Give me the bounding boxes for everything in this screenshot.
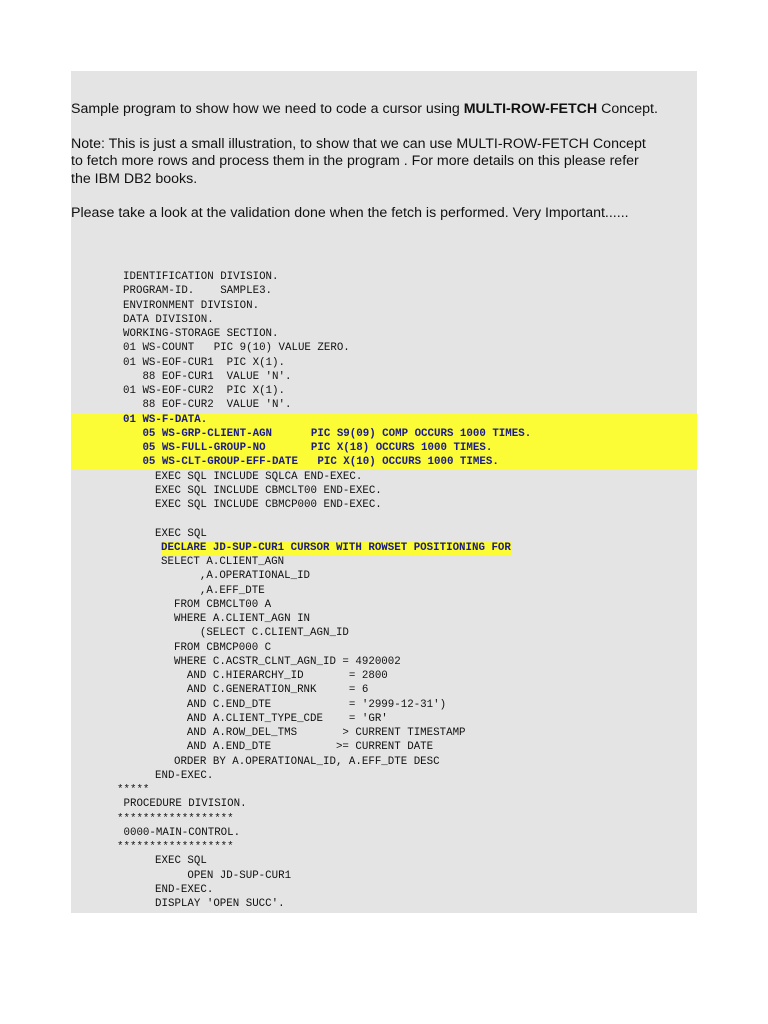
code-line-text: FROM CBMCLT00 A: [161, 598, 272, 611]
code-line: [71, 398, 697, 412]
intro-line: [71, 101, 697, 119]
code-line-highlighted: [71, 441, 697, 455]
code-line-text: ******************: [117, 812, 234, 825]
code-line-text: DECLARE JD-SUP-CUR1 CURSOR WITH ROWSET POSITIONING FOR: [161, 541, 511, 554]
intro-line-end: Concept.: [597, 101, 658, 117]
code-line-text: WORKING-STORAGE SECTION.: [123, 328, 279, 340]
code-line: [71, 370, 697, 384]
code-line-text: EXEC SQL: [155, 527, 207, 540]
validation-paragraph: [71, 205, 697, 223]
code-line: [71, 840, 697, 854]
code-line: [71, 897, 697, 911]
code-line-text: 01 WS-EOF-CUR1 PIC X(1).: [123, 356, 285, 369]
code-line-text: ,A.EFF_DTE: [161, 584, 265, 597]
code-line: [71, 341, 697, 355]
code-line-text: FROM CBMCP000 C: [161, 641, 272, 654]
note-paragraph: [71, 136, 697, 189]
code-line-text: EXEC SQL: [155, 855, 207, 868]
code-line-text: AND C.GENERATION_RNK = 6: [161, 684, 369, 697]
code-line-text: EXEC SQL INCLUDE CBMCLT00 END-EXEC.: [155, 484, 382, 497]
intro-text: [71, 101, 697, 240]
code-line: [71, 541, 697, 555]
code-line: [71, 854, 697, 868]
code-line: [71, 384, 697, 398]
code-line: [71, 270, 697, 284]
code-line: [71, 726, 697, 740]
code-line-text: SELECT A.CLIENT_AGN: [161, 556, 285, 568]
code-line-text: ORDER BY A.OPERATIONAL_ID, A.EFF_DTE DESC: [161, 755, 440, 768]
code-line: [71, 555, 697, 569]
code-line: [71, 584, 697, 598]
code-line-text: 05 WS-CLT-GROUP-EFF-DATE PIC X(10) OCCURS 1000 TIMES.: [123, 456, 499, 469]
code-line: [71, 284, 697, 298]
code-line-text: WHERE A.CLIENT_AGN IN: [161, 613, 311, 625]
code-line: [71, 740, 697, 754]
code-line: [71, 470, 697, 484]
code-line-text: 01 WS-COUNT PIC 9(10) VALUE ZERO.: [123, 342, 350, 355]
code-line: [71, 698, 697, 712]
code-line: [71, 655, 697, 669]
code-line: [71, 769, 697, 783]
code-line: [71, 883, 697, 897]
code-line-text: AND C.END_DTE = '2999-12-31'): [161, 698, 447, 711]
code-line: [71, 869, 697, 883]
cobol-code-listing: [71, 270, 697, 911]
code-line-highlighted: [71, 455, 697, 469]
note-line-2: to fetch more rows and process them in the program . For more details on this please refer: [71, 153, 639, 169]
code-line-text: ******************: [117, 841, 234, 853]
intro-line-bold: MULTI-ROW-FETCH: [463, 101, 598, 117]
code-line: [71, 484, 697, 498]
code-line-text: DATA DIVISION.: [123, 313, 214, 326]
code-line-text: 0000-MAIN-CONTROL.: [117, 826, 241, 839]
code-line: [71, 669, 697, 683]
code-line-text: AND A.ROW_DEL_TMS > CURRENT TIMESTAMP: [161, 727, 466, 739]
code-line-text: *****: [117, 784, 150, 796]
note-line-1: Note: This is just a small illustration, to show that we can use MULTI-ROW-FETCH Concept: [71, 135, 646, 152]
code-line: [71, 797, 697, 811]
code-line: [71, 783, 697, 797]
code-line: [71, 498, 697, 512]
code-line-text: 88 EOF-CUR2 VALUE 'N'.: [123, 399, 292, 412]
code-line: [71, 712, 697, 726]
code-line: [71, 626, 697, 640]
code-line-text: IDENTIFICATION DIVISION.: [123, 271, 279, 283]
validation-text: Please take a look at the validation done when the fetch is performed. Very Important......: [71, 205, 629, 221]
code-line-text: 88 EOF-CUR1 VALUE 'N'.: [123, 370, 292, 383]
code-line-text: AND A.CLIENT_TYPE_CDE = 'GR': [161, 712, 388, 725]
code-line: [71, 512, 697, 526]
code-line-text: OPEN JD-SUP-CUR1: [155, 869, 292, 882]
code-line: [71, 327, 697, 341]
document-page: [71, 71, 697, 913]
code-line: [71, 598, 697, 612]
code-line-text: 01 WS-EOF-CUR2 PIC X(1).: [123, 385, 285, 397]
code-line-text: ,A.OPERATIONAL_ID: [161, 570, 311, 583]
code-line-text: 05 WS-GRP-CLIENT-AGN PIC S9(09) COMP OCCURS 1000 TIMES.: [123, 427, 532, 440]
code-line-text: EXEC SQL INCLUDE SQLCA END-EXEC.: [155, 470, 363, 483]
code-line-text: END-EXEC.: [155, 769, 214, 782]
code-line-text: PROGRAM-ID. SAMPLE3.: [123, 285, 273, 298]
code-line-text: (SELECT C.CLIENT_AGN_ID: [161, 627, 349, 640]
code-line-text: AND C.HIERARCHY_ID = 2800: [161, 670, 388, 682]
code-line: [71, 569, 697, 583]
code-line: [71, 683, 697, 697]
code-line-highlighted: [71, 413, 697, 427]
code-line-text: 01 WS-F-DATA.: [123, 413, 208, 426]
code-line: [71, 299, 697, 313]
code-line: [71, 641, 697, 655]
code-line-highlighted: [71, 427, 697, 441]
code-line-text: 05 WS-FULL-GROUP-NO PIC X(18) OCCURS 1000 TIMES.: [123, 442, 493, 454]
code-line-text: AND A.END_DTE >= CURRENT DATE: [161, 741, 434, 754]
intro-line-text: Sample program to show how we need to code a cursor using: [71, 101, 464, 117]
code-line: [71, 527, 697, 541]
note-line-3: the IBM DB2 books.: [71, 170, 198, 187]
code-line-text: EXEC SQL INCLUDE CBMCP000 END-EXEC.: [155, 499, 382, 511]
code-line-text: ENVIRONMENT DIVISION.: [123, 299, 260, 312]
code-line: [71, 755, 697, 769]
code-line: [71, 826, 697, 840]
code-line: [71, 356, 697, 370]
code-line-text: WHERE C.ACSTR_CLNT_AGN_ID = 4920002: [161, 655, 401, 668]
code-line-text: PROCEDURE DIVISION.: [117, 798, 247, 811]
code-line: [71, 313, 697, 327]
code-line: [71, 612, 697, 626]
code-line-text: DISPLAY 'OPEN SUCC'.: [155, 898, 285, 910]
code-line-text: END-EXEC.: [155, 883, 214, 896]
code-line: [71, 812, 697, 826]
